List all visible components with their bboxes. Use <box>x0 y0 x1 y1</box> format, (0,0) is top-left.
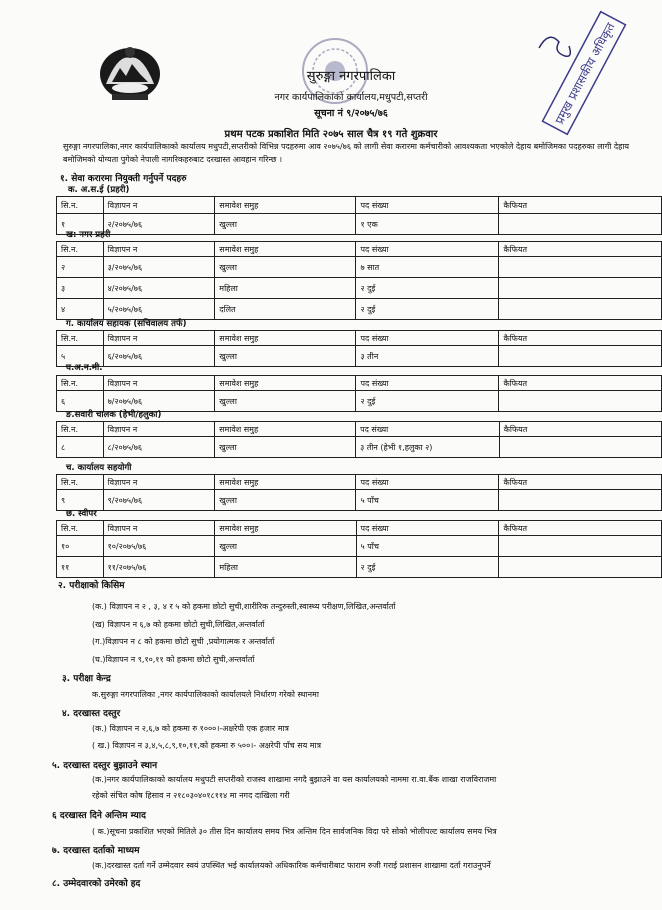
cell-remarks <box>499 557 662 578</box>
column-header-group: समावेश समुह <box>215 376 356 391</box>
cell-posts: २ दुई <box>356 299 499 320</box>
table-header-row <box>57 422 662 437</box>
positions-table <box>56 474 662 511</box>
column-header-adv: विज्ञापन न <box>103 475 215 490</box>
section-4-title: ४. दरखास्त दस्तुर <box>62 709 121 719</box>
table-header-row <box>57 197 662 214</box>
exam-type-item: (क.) विज्ञापन न २ , ३, ४ र ५ को हकमा छोटो सुची,शारीरिक तन्दुरुस्ती,स्वास्थ्य परीक्षण,लिखित,अन्तर्वार्ता <box>92 602 396 611</box>
column-header-remarks: कैफियत <box>499 242 662 257</box>
cell-sn: ६ <box>57 391 104 412</box>
category-title: छ. स्वीपर <box>66 509 97 519</box>
section-6-title: ६ दरखास्त दिने अन्तिम म्याद <box>52 811 146 821</box>
cell-sn: ८ <box>57 437 104 458</box>
category-title: ग. कार्यालय सहायक (सचिवालय तर्फ) <box>66 319 187 329</box>
cell-remarks <box>499 490 662 511</box>
column-header-sn: सि.न. <box>57 197 104 214</box>
section-8-title: ८. उम्मेदवारको उमेरको हद <box>52 879 141 889</box>
category-title: ख: नगर प्रहरी <box>66 230 111 240</box>
cell-adv: ५/२०७५/७६ <box>103 299 215 320</box>
positions-table <box>56 520 662 578</box>
column-header-adv: विज्ञापन न <box>103 197 215 214</box>
cell-posts: २ दुई <box>356 278 499 299</box>
cell-group: खुल्ला <box>215 490 356 511</box>
registration-item: (क.)दरखास्त दर्ता गर्ने उम्मेदवार स्वयं उपस्थित भई कार्यालयको अधिकारिक कर्मचारीबाट फाराम रुजी गराई प्रशासन शाखामा दर्ता गराउनुपर्ने <box>92 861 491 870</box>
table-row <box>57 490 662 511</box>
column-header-group: समावेश समुह <box>215 197 356 214</box>
category-title: क. अ.स.ई (प्रहरी) <box>68 185 130 195</box>
column-header-adv: विज्ञापन न <box>103 521 215 536</box>
column-header-group: समावेश समुह <box>215 521 356 536</box>
positions-table <box>56 196 662 235</box>
exam-type-item: (घ.)विज्ञापन न ९,१०,११ को हकमा छोटो सुची,अन्तर्वार्ता <box>92 655 255 664</box>
cell-adv: ९/२०७५/७६ <box>103 490 215 511</box>
cell-remarks <box>499 278 662 299</box>
cell-adv: ६/२०७५/७६ <box>103 346 215 367</box>
column-header-adv: विज्ञापन न <box>103 376 215 391</box>
column-header-posts: पद संख्या <box>356 242 499 257</box>
cell-sn: २ <box>57 257 104 278</box>
cell-group: खुल्ला <box>215 437 356 458</box>
table-row <box>57 299 662 320</box>
cell-sn: १ <box>57 214 104 235</box>
column-header-posts: पद संख्या <box>356 197 499 214</box>
column-header-group: समावेश समुह <box>215 242 356 257</box>
cell-posts: ५ पाँच <box>356 536 499 557</box>
cell-adv: १०/२०७५/७६ <box>103 536 215 557</box>
cell-remarks <box>499 536 662 557</box>
deadline-item: ( क.)सूचना प्रकाशित भएको मितिले ३० तीस दिन कार्यालय समय भित्र अन्तिम दिन सार्वजनिक विदा परे सोको भोलीपल्ट कार्यालय समय भित्र <box>92 827 497 836</box>
cell-sn: ११ <box>57 557 104 578</box>
table-row <box>57 278 662 299</box>
cell-group: महिला <box>215 278 356 299</box>
cell-remarks <box>499 391 662 412</box>
table-header-row <box>57 475 662 490</box>
cell-group: महिला <box>215 557 356 578</box>
column-header-sn: सि.न. <box>57 242 104 257</box>
cell-posts: ३ तीन <box>356 346 499 367</box>
cell-sn: १० <box>57 536 104 557</box>
section-1-title: १. सेवा करारमा नियुक्ती गर्नुपर्ने पदहरु <box>60 174 187 184</box>
municipality-title: सुरुङ्गा नगरपालिका <box>306 69 396 84</box>
column-header-adv: विज्ञापन न <box>103 242 215 257</box>
cell-posts: ५ पाँच <box>356 490 499 511</box>
section-7-title: ७. दरखास्त दर्ताको माध्यम <box>52 846 140 856</box>
table-row <box>57 437 662 458</box>
column-header-group: समावेश समुह <box>215 422 356 437</box>
section-2-title: २. परीक्षाको किसिम <box>58 581 125 591</box>
table-row <box>57 557 662 578</box>
column-header-posts: पद संख्या <box>356 422 500 437</box>
fee-place-item: (क.)नगर कार्यपालिकाको कार्यालय मधुपटी सप्तरीको राजस्व शाखामा नगदै बुझाउने वा यस कार्यालयको नाममा रा.वा.बैंक शाखा राजविराजमा <box>92 775 497 784</box>
table-row <box>57 346 662 367</box>
column-header-remarks: कैफियत <box>499 422 661 437</box>
column-header-sn: सि.न. <box>57 331 104 346</box>
section-3-title: ३. परीक्षा केन्द्र <box>62 674 111 684</box>
exam-type-item: (ग.)विज्ञापन न ८ को हकमा छोटो सुची ,प्रयोगात्मक र अन्तर्वार्ता <box>92 637 275 646</box>
cell-posts: ३ तीन (हेभी १,हलुका २) <box>356 437 500 458</box>
cell-remarks <box>499 257 662 278</box>
column-header-sn: सि.न. <box>57 475 104 490</box>
cell-sn: ५ <box>57 346 104 367</box>
column-header-adv: विज्ञापन न <box>103 331 215 346</box>
cell-remarks <box>499 437 661 458</box>
cell-remarks <box>499 214 662 235</box>
table-row <box>57 257 662 278</box>
cell-sn: ३ <box>57 278 104 299</box>
column-header-posts: पद संख्या <box>356 331 499 346</box>
exam-center-item: क.सुरुङ्गा नगरपालिका ,नगर कार्यपालिकाको कार्यालयले निर्धारण गरेको स्थानमा <box>92 690 319 699</box>
cell-adv: ११/२०७५/७६ <box>103 557 215 578</box>
column-header-remarks: कैफियत <box>499 521 662 536</box>
table-header-row <box>57 521 662 536</box>
table-row <box>57 536 662 557</box>
column-header-remarks: कैफियत <box>499 475 662 490</box>
column-header-sn: सि.न. <box>57 376 104 391</box>
column-header-remarks: कैफियत <box>499 197 662 214</box>
cell-group: खुल्ला <box>215 536 356 557</box>
column-header-remarks: कैफियत <box>499 376 662 391</box>
fee-place-item: रहेको संचित कोष हिसाव न २१८०३०४०१८११४ मा नगद दाखिला गरी <box>92 791 290 800</box>
category-title: घ.अ.न.मी. <box>66 363 103 373</box>
column-header-posts: पद संख्या <box>356 475 499 490</box>
intro-paragraph: सुरुङ्गा नगरपालिका,नगर कार्यपालिकाको कार्यालय मधुपटी,सप्तरीको विभिन्न पदहरुमा आव २०७५/७६ को लागी सेवा करारमा कर्मचारीको आवश्यकता भएकोले देहाय बमोजिमका पदहरुका लागी देहाय बमोजिमको योग्यता पुगेको नेपाली नागरिकहरुबाट दरखास्त आवहान गरिन्छ । <box>63 142 630 164</box>
column-header-posts: पद संख्या <box>356 376 499 391</box>
column-header-sn: सि.न. <box>57 422 104 437</box>
office-subtitle: नगर कार्यपालिकाको कार्यालय,मधुपटी,सप्तरी <box>274 92 428 103</box>
cell-adv: २/२०७५/७६ <box>103 214 215 235</box>
positions-table <box>56 375 662 412</box>
cell-adv: ८/२०७५/७६ <box>103 437 215 458</box>
cell-sn: ४ <box>57 299 104 320</box>
cell-posts: १ एक <box>356 214 499 235</box>
cell-posts: २ दुई <box>356 557 499 578</box>
column-header-adv: विज्ञापन न <box>103 422 215 437</box>
column-header-posts: पद संख्या <box>356 521 499 536</box>
cell-remarks <box>499 346 662 367</box>
exam-type-item: (ख) विज्ञापन न ६,७ को हकमा छोटो सुची,लिखित,अन्तर्वार्ता <box>92 620 265 629</box>
cell-adv: ७/२०७५/७६ <box>103 391 215 412</box>
cell-group: खुल्ला <box>215 214 356 235</box>
cell-posts: ७ सात <box>356 257 499 278</box>
category-title: च. कार्यालय सहयोगी <box>66 463 132 473</box>
fee-item: (क.) विज्ञापन न २,६,७ को हकमा रु १०००।-अक्षरेपी एक हजार मात्र <box>92 724 289 733</box>
publish-date: प्रथम पटक प्रकाशित मिति २०७५ साल चैत्र १९ गते शुक्रवार <box>224 129 438 140</box>
notice-number: सूचना नं ९/२०७५/७६ <box>314 108 388 119</box>
table-row <box>57 214 662 235</box>
column-header-group: समावेश समुह <box>215 475 356 490</box>
positions-table <box>56 330 662 367</box>
column-header-remarks: कैफियत <box>499 331 662 346</box>
cell-adv: ३/२०७५/७६ <box>103 257 215 278</box>
category-title: ङ.सवारी चालक (हेभी/हलुका) <box>66 410 162 420</box>
cell-group: खुल्ला <box>215 346 356 367</box>
cell-sn: ९ <box>57 490 104 511</box>
svg-text:प्रमुख प्रशासकीय अधिकृत: प्रमुख प्रशासकीय अधिकृत <box>552 20 618 127</box>
column-header-sn: सि.न. <box>57 521 104 536</box>
section-5-title: ५. दरखास्त दस्तुर बुझाउने स्थान <box>52 761 158 771</box>
fee-item: ( ख.) विज्ञापन न ३,४,५,८,९,१०,११,को हकमा रु ५००।- अक्षरेपी पाँच सय मात्र <box>92 741 322 750</box>
cell-adv: ४/२०७५/७६ <box>103 278 215 299</box>
cell-posts: २ दुई <box>356 391 499 412</box>
positions-table <box>56 241 662 320</box>
table-header-row <box>57 242 662 257</box>
cell-group: खुल्ला <box>215 391 356 412</box>
table-header-row <box>57 376 662 391</box>
positions-table <box>56 421 662 458</box>
cell-group: दलित <box>215 299 356 320</box>
cell-group: खुल्ला <box>215 257 356 278</box>
cell-remarks <box>499 299 662 320</box>
table-header-row <box>57 331 662 346</box>
column-header-group: समावेश समुह <box>215 331 356 346</box>
